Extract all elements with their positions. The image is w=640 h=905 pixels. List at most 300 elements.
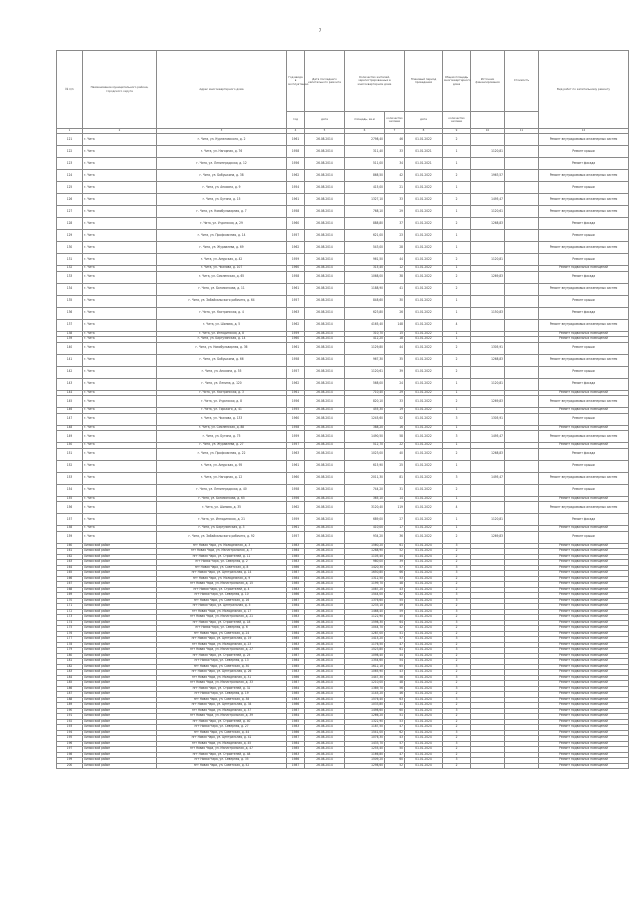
row-residents: 53 — [385, 719, 405, 725]
row-residents: 44 — [385, 554, 405, 560]
row-plan-date: 01.01.2022 — [405, 230, 443, 242]
row-number: 133 — [57, 271, 83, 283]
row-cost-2 — [505, 472, 539, 484]
row-plan-date: 01.01.2024 — [405, 648, 443, 654]
row-plan-date: 01.01.2022 — [405, 484, 443, 496]
row-count: 1 — [443, 242, 471, 254]
row-plan-date: 01.01.2024 — [405, 549, 443, 555]
row-year: 1985 — [287, 747, 305, 753]
row-number: 141 — [57, 354, 83, 366]
row-repair-date: 26.08.2014 — [305, 354, 345, 366]
row-address: г. Чита, ул. Угданская, д. 29 — [157, 218, 287, 230]
row-count: 2 — [443, 396, 471, 408]
row-area: 1490,50 — [345, 431, 385, 443]
row-count: 1 — [443, 390, 471, 396]
row-address: пгт Новая Чара, ул. Советская, д. 44 — [157, 730, 287, 736]
row-address: пгт Новая Чара, ул. Молодежная, д. 9 — [157, 576, 287, 582]
row-residents: 38 — [385, 271, 405, 283]
row-repair-date: 26.08.2014 — [305, 319, 345, 331]
row-work-type: Ремонт подвальных помещений — [539, 565, 629, 571]
row-cost-2 — [505, 319, 539, 331]
table-row — [57, 448, 629, 460]
row-municipality: г. Чита — [83, 242, 157, 254]
row-work-type: Ремонт подвальных помещений — [539, 697, 629, 703]
row-address: пгт Новая Чара, ул. Молодежная, д. 17 — [157, 609, 287, 615]
row-work-type: Ремонт фасада — [539, 514, 629, 526]
row-area: 1560,20 — [345, 543, 385, 549]
row-work-type: Ремонт подвальных помещений — [539, 692, 629, 698]
row-plan-date: 01.01.2022 — [405, 206, 443, 218]
row-number: 161 — [57, 549, 83, 555]
row-municipality: г. Чита — [83, 230, 157, 242]
row-residents: 61 — [385, 648, 405, 654]
row-residents: 29 — [385, 390, 405, 396]
row-repair-date: 26.08.2014 — [305, 741, 345, 747]
row-count: 1 — [443, 307, 471, 319]
row-work-type: Ремонт подвальных помещений — [539, 560, 629, 566]
row-address: пгт Новая Чара, ул. Молодежная, д. 31 — [157, 675, 287, 681]
row-number: 123 — [57, 158, 83, 170]
row-municipality: Хилокский район — [83, 609, 157, 615]
subheader-area: площадь, кв.м — [345, 112, 385, 129]
row-count: 2 — [443, 271, 471, 283]
row-year: 1987 — [287, 736, 305, 742]
row-repair-date: 26.08.2014 — [305, 206, 345, 218]
row-work-type: Ремонт подвальных помещений — [539, 266, 629, 272]
row-area: 1354,60 — [345, 659, 385, 665]
row-year: 1958 — [287, 425, 305, 431]
row-count: 3 — [443, 648, 471, 654]
row-address: пгт Новая Чара, ул. Центральная, д. 26 — [157, 670, 287, 676]
row-address: пгт Новая Чара, ул. Советская, д. 38 — [157, 697, 287, 703]
row-year: 1956 — [287, 158, 305, 170]
row-count: 3 — [443, 730, 471, 736]
table-row — [57, 514, 629, 526]
row-cost-2 — [505, 218, 539, 230]
row-plan-date: 01.01.2022 — [405, 307, 443, 319]
row-plan-date: 01.01.2024 — [405, 560, 443, 566]
row-area: 1255,40 — [345, 747, 385, 753]
row-plan-date: 01.01.2021 — [405, 146, 443, 158]
row-count: 2 — [443, 218, 471, 230]
row-address: г. Чита, ул. Чкалова, д. 107 — [157, 266, 287, 272]
row-work-type: Ремонт подвальных помещений — [539, 615, 629, 621]
row-residents: 43 — [385, 587, 405, 593]
row-repair-date: 26.08.2014 — [305, 730, 345, 736]
row-plan-date: 01.01.2022 — [405, 460, 443, 472]
row-year: 1984 — [287, 659, 305, 665]
row-cost: 1150,83 — [471, 307, 505, 319]
row-repair-date: 26.08.2014 — [305, 725, 345, 731]
row-residents: 28 — [385, 242, 405, 254]
row-work-type: Ремонт крыши — [539, 366, 629, 378]
row-repair-date: 26.08.2014 — [305, 681, 345, 687]
table-row — [57, 354, 629, 366]
row-count: 2 — [443, 736, 471, 742]
row-area: 1576,40 — [345, 697, 385, 703]
row-number: 176 — [57, 631, 83, 637]
row-plan-date: 01.01.2022 — [405, 496, 443, 502]
row-count: 3 — [443, 598, 471, 604]
row-municipality: г. Чита — [83, 460, 157, 472]
row-plan-date: 01.01.2024 — [405, 741, 443, 747]
row-year: 1961 — [287, 390, 305, 396]
row-address: г. Чита, ул. Чкалова, д. 133 — [157, 413, 287, 425]
row-number: 157 — [57, 514, 83, 526]
row-repair-date: 26.08.2014 — [305, 582, 345, 588]
row-number: 195 — [57, 736, 83, 742]
row-residents: 52 — [385, 763, 405, 769]
row-year: 1987 — [287, 708, 305, 714]
row-year: 1954 — [287, 182, 305, 194]
row-cost: 1495,47 — [471, 472, 505, 484]
row-count: 3 — [443, 565, 471, 571]
row-repair-date: 26.08.2014 — [305, 283, 345, 295]
row-address: г. Чита, ул. Горького, д. 41 — [157, 408, 287, 414]
table-row — [57, 366, 629, 378]
row-area: 1523,80 — [345, 648, 385, 654]
row-repair-date: 26.08.2014 — [305, 763, 345, 769]
row-count: 3 — [443, 543, 471, 549]
row-residents: 48 — [385, 582, 405, 588]
row-repair-date: 26.08.2014 — [305, 502, 345, 514]
row-count: 2 — [443, 170, 471, 182]
row-count: 4 — [443, 319, 471, 331]
row-residents: 14 — [385, 496, 405, 502]
row-year: 1957 — [287, 531, 305, 543]
row-work-type: Ремонт подвальных помещений — [539, 752, 629, 758]
row-work-type: Ремонт подвальных помещений — [539, 408, 629, 414]
row-address: пгт Новая Чара, ул. Центральная, д. 19 — [157, 637, 287, 643]
row-residents: 44 — [385, 653, 405, 659]
row-address: пгт Новая Чара, ул. Магистральная, д. 21 — [157, 615, 287, 621]
row-municipality: г. Чита — [83, 307, 157, 319]
row-area: 1076,30 — [345, 736, 385, 742]
row-address: пгт Новая Чара, ул. Магистральная, д. 27 — [157, 648, 287, 654]
row-residents: 30 — [385, 295, 405, 307]
row-cost-2 — [505, 134, 539, 146]
row-area: 1598,30 — [345, 620, 385, 626]
header-total-area: Общая площадь многоквартирного дома — [443, 51, 471, 112]
row-plan-date: 01.01.2022 — [405, 502, 443, 514]
row-area: 1120,61 — [345, 366, 385, 378]
row-residents: 43 — [385, 670, 405, 676]
row-municipality: г. Чита — [83, 331, 157, 337]
row-plan-date: 01.01.2022 — [405, 337, 443, 343]
row-address: г. Чита, ул. Кастринская, д. 4 — [157, 307, 287, 319]
row-cost-2 — [505, 763, 539, 769]
row-number: 136 — [57, 307, 83, 319]
row-number: 132 — [57, 266, 83, 272]
row-cost-2 — [505, 396, 539, 408]
row-municipality: Хилокский район — [83, 554, 157, 560]
row-plan-date: 01.01.2024 — [405, 692, 443, 698]
row-number: 165 — [57, 571, 83, 577]
row-repair-date: 26.08.2014 — [305, 390, 345, 396]
table-row — [57, 206, 629, 218]
row-number: 129 — [57, 230, 83, 242]
row-municipality: г. Чита — [83, 254, 157, 266]
row-work-type: Ремонт фасада — [539, 378, 629, 390]
row-number: 173 — [57, 615, 83, 621]
row-number: 128 — [57, 218, 83, 230]
row-residents: 22 — [385, 443, 405, 449]
row-residents: 47 — [385, 642, 405, 648]
row-plan-date: 01.01.2024 — [405, 609, 443, 615]
row-repair-date: 26.08.2014 — [305, 408, 345, 414]
row-area: 568,00 — [345, 378, 385, 390]
row-repair-date: 26.08.2014 — [305, 254, 345, 266]
row-area: 1145,20 — [345, 692, 385, 698]
row-number: 140 — [57, 342, 83, 354]
row-work-type: Ремонт подвальных помещений — [539, 587, 629, 593]
row-work-type: Ремонт подвальных помещений — [539, 571, 629, 577]
row-area: 1187,50 — [345, 725, 385, 731]
row-plan-date: 01.01.2024 — [405, 565, 443, 571]
row-plan-date: 01.01.2022 — [405, 390, 443, 396]
row-repair-date: 26.08.2014 — [305, 242, 345, 254]
row-cost-2 — [505, 158, 539, 170]
row-year: 1957 — [287, 443, 305, 449]
row-cost-2 — [505, 271, 539, 283]
row-work-type: Ремонт крыши — [539, 413, 629, 425]
row-number: 184 — [57, 675, 83, 681]
row-cost — [471, 230, 505, 242]
row-number: 178 — [57, 642, 83, 648]
row-address: пгт Новая Чара, ул. Строителей, д. 18 — [157, 620, 287, 626]
row-year: 1960 — [287, 472, 305, 484]
table-row — [57, 396, 629, 408]
row-plan-date: 01.01.2024 — [405, 659, 443, 665]
row-work-type: Ремонт подвальных помещений — [539, 576, 629, 582]
row-cost-2 — [505, 283, 539, 295]
row-work-type: Ремонт фасада — [539, 448, 629, 460]
table-row — [57, 218, 629, 230]
row-work-type: Ремонт подвальных помещений — [539, 554, 629, 560]
row-count: 2 — [443, 531, 471, 543]
header-plan-period: Плановый период проведения — [405, 51, 443, 112]
row-plan-date: 01.01.2022 — [405, 182, 443, 194]
row-repair-date: 26.08.2014 — [305, 295, 345, 307]
row-count: 2 — [443, 763, 471, 769]
row-repair-date: 26.08.2014 — [305, 648, 345, 654]
row-work-type: Ремонт крыши — [539, 230, 629, 242]
row-count: 2 — [443, 342, 471, 354]
row-municipality: г. Чита — [83, 484, 157, 496]
row-plan-date: 01.01.2024 — [405, 697, 443, 703]
column-number: 5 — [305, 129, 345, 134]
row-number: 158 — [57, 526, 83, 532]
row-year: 1983 — [287, 670, 305, 676]
column-number: 12 — [539, 129, 629, 134]
row-municipality: Хилокский район — [83, 752, 157, 758]
table-row — [57, 342, 629, 354]
row-residents: 45 — [385, 615, 405, 621]
row-municipality: Хилокский район — [83, 648, 157, 654]
row-municipality: г. Чита — [83, 496, 157, 502]
row-number: 167 — [57, 582, 83, 588]
row-plan-date: 01.01.2024 — [405, 631, 443, 637]
row-plan-date: 01.01.2024 — [405, 615, 443, 621]
row-area: 1087,20 — [345, 587, 385, 593]
row-year: 1983 — [287, 560, 305, 566]
row-year: 1986 — [287, 675, 305, 681]
page-number: 7 — [318, 28, 322, 33]
header-address: Адрес многоквартирного дома — [157, 51, 287, 129]
row-address: пгт Новая Чара, ул. Строителей, д. 11 — [157, 554, 287, 560]
row-plan-date: 01.01.2024 — [405, 543, 443, 549]
row-year: 1960 — [287, 266, 305, 272]
row-address: пгт Новая Чара, ул. Строителей, д. 40 — [157, 719, 287, 725]
row-plan-date: 01.01.2022 — [405, 254, 443, 266]
row-address: г. Чита, ул. Баргузинская, д. 14 — [157, 337, 287, 343]
row-municipality: Хилокский район — [83, 543, 157, 549]
row-year: 1962 — [287, 502, 305, 514]
row-area: 1433,70 — [345, 741, 385, 747]
row-plan-date: 01.01.2022 — [405, 366, 443, 378]
row-year: 1985 — [287, 719, 305, 725]
row-work-type: Ремонт подвальных помещений — [539, 659, 629, 665]
row-area: 980,00 — [345, 560, 385, 566]
row-plan-date: 01.01.2024 — [405, 763, 443, 769]
row-address: пгт Новая Чара, ул. Молодежная, д. 3 — [157, 543, 287, 549]
row-number: 139 — [57, 337, 83, 343]
row-work-type: Ремонт внутридомовых инженерных систем — [539, 134, 629, 146]
row-work-type: Ремонт подвальных помещений — [539, 703, 629, 709]
row-area: 1233,10 — [345, 604, 385, 610]
row-work-type: Ремонт подвальных помещений — [539, 425, 629, 431]
row-residents: 53 — [385, 576, 405, 582]
row-area: 1298,60 — [345, 763, 385, 769]
row-area: 2798,40 — [345, 134, 385, 146]
row-year: 1983 — [287, 587, 305, 593]
row-area: 310,70 — [345, 331, 385, 337]
row-address: г. Чита, ул. Бутина, д. 75 — [157, 431, 287, 443]
row-count: 2 — [443, 549, 471, 555]
row-year: 1987 — [287, 571, 305, 577]
row-municipality: Хилокский район — [83, 576, 157, 582]
row-work-type: Ремонт подвальных помещений — [539, 631, 629, 637]
table-row — [57, 319, 629, 331]
row-residents: 47 — [385, 752, 405, 758]
row-year: 1987 — [287, 653, 305, 659]
row-work-type: Ремонт подвальных помещений — [539, 598, 629, 604]
row-plan-date: 01.01.2022 — [405, 170, 443, 182]
row-repair-date: 26.08.2014 — [305, 675, 345, 681]
row-area: 1322,90 — [345, 719, 385, 725]
row-residents: 60 — [385, 758, 405, 764]
row-count: 3 — [443, 637, 471, 643]
row-count: 2 — [443, 576, 471, 582]
row-address: г. Чита, ул. Журавлева, д. 27 — [157, 443, 287, 449]
row-count: 3 — [443, 686, 471, 692]
row-count: 3 — [443, 675, 471, 681]
row-number: 143 — [57, 378, 83, 390]
row-number: 152 — [57, 460, 83, 472]
row-work-type: Ремонт внутридомовых инженерных систем — [539, 206, 629, 218]
row-count: 3 — [443, 664, 471, 670]
table-row — [57, 460, 629, 472]
row-number: 160 — [57, 543, 83, 549]
row-municipality: Хилокский район — [83, 653, 157, 659]
row-municipality: Хилокский район — [83, 758, 157, 764]
row-area: 961,50 — [345, 254, 385, 266]
column-number: 6 — [345, 129, 385, 134]
row-residents: 50 — [385, 747, 405, 753]
row-cost-2 — [505, 242, 539, 254]
row-cost-2 — [505, 206, 539, 218]
row-residents: 119 — [385, 502, 405, 514]
row-repair-date: 26.08.2014 — [305, 531, 345, 543]
row-year: 1985 — [287, 582, 305, 588]
row-repair-date: 26.08.2014 — [305, 230, 345, 242]
row-area: 1420,30 — [345, 565, 385, 571]
row-number: 200 — [57, 763, 83, 769]
row-year: 1986 — [287, 593, 305, 599]
row-plan-date: 01.01.2022 — [405, 378, 443, 390]
row-work-type: Ремонт подвальных помещений — [539, 549, 629, 555]
row-repair-date: 26.08.2014 — [305, 653, 345, 659]
row-count: 2 — [443, 354, 471, 366]
table-row — [57, 431, 629, 443]
row-plan-date: 01.01.2022 — [405, 218, 443, 230]
row-plan-date: 01.01.2024 — [405, 642, 443, 648]
row-number: 180 — [57, 653, 83, 659]
row-count: 1 — [443, 158, 471, 170]
row-area: 3120,40 — [345, 502, 385, 514]
row-number: 156 — [57, 502, 83, 514]
row-number: 185 — [57, 681, 83, 687]
row-municipality: г. Чита — [83, 526, 157, 532]
table-row — [57, 230, 629, 242]
row-count: 2 — [443, 681, 471, 687]
row-area: 455,30 — [345, 408, 385, 414]
row-number: 196 — [57, 741, 83, 747]
row-municipality: Хилокский район — [83, 565, 157, 571]
row-plan-date: 01.01.2024 — [405, 604, 443, 610]
row-work-type: Ремонт подвальных помещений — [539, 763, 629, 769]
row-repair-date: 26.08.2014 — [305, 549, 345, 555]
row-work-type: Ремонт фасада — [539, 158, 629, 170]
row-number: 197 — [57, 747, 83, 753]
row-year: 1987 — [287, 598, 305, 604]
row-municipality: г. Чита — [83, 194, 157, 206]
row-repair-date: 26.08.2014 — [305, 714, 345, 720]
row-cost: 1120,81 — [471, 514, 505, 526]
subheader-date-2: дата — [405, 112, 443, 129]
row-plan-date: 01.01.2024 — [405, 670, 443, 676]
row-count: 2 — [443, 366, 471, 378]
row-cost-2 — [505, 431, 539, 443]
row-address: пгт Новая Чара, ул. Советская, д. 8 — [157, 565, 287, 571]
row-count: 2 — [443, 670, 471, 676]
row-year: 1962 — [287, 170, 305, 182]
row-repair-date: 26.08.2014 — [305, 598, 345, 604]
row-work-type: Ремонт подвальных помещений — [539, 390, 629, 396]
row-area: 512,70 — [345, 443, 385, 449]
row-area: 1266,20 — [345, 714, 385, 720]
row-address: пгт Новая Чара, ул. Магистральная, д. 39 — [157, 714, 287, 720]
row-cost-2 — [505, 170, 539, 182]
row-year: 1984 — [287, 686, 305, 692]
row-cost: 1495,47 — [471, 431, 505, 443]
row-work-type: Ремонт подвальных помещений — [539, 664, 629, 670]
row-count: 1 — [443, 425, 471, 431]
row-area: 1376,60 — [345, 598, 385, 604]
row-plan-date: 01.01.2022 — [405, 443, 443, 449]
row-address: г. Чита, ул. Новобульварная, д. 7 — [157, 206, 287, 218]
row-cost-2 — [505, 531, 539, 543]
